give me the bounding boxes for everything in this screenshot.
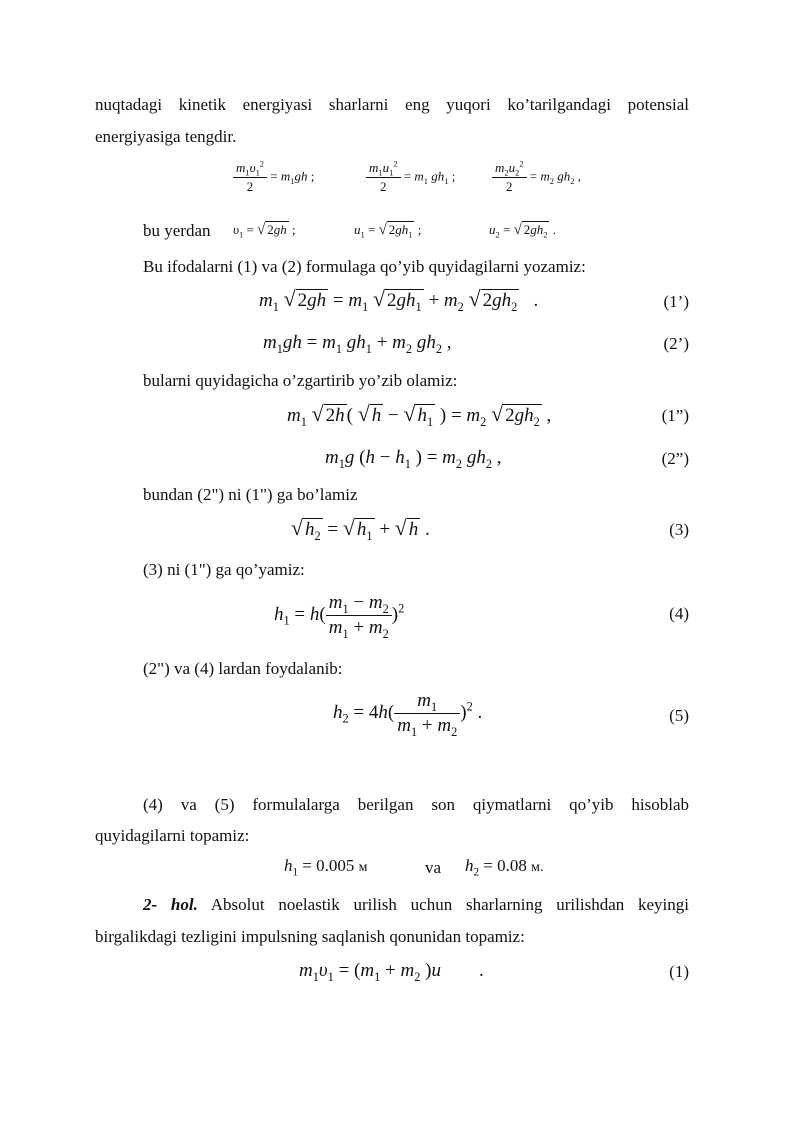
- equation-number: (4): [669, 604, 689, 623]
- paragraph-line: quyidagilarni topamiz:: [95, 826, 250, 845]
- result-h2: $h_2 = 0.08$ м.: [465, 856, 544, 879]
- h2-value: 0.08: [497, 856, 527, 875]
- equation-number: (1’): [663, 292, 689, 311]
- equation-number: (1”): [661, 406, 689, 425]
- equation-velocity: $u_1$ = √ $2gh_1$ ;: [354, 222, 422, 240]
- equation-velocity: $u_2$ = √ $2gh_2$ .: [489, 222, 556, 240]
- paragraph-line: bularni quyidagicha o’zgartirib yo’zib olamiz:: [143, 371, 458, 390]
- paragraph-line: birgalikdagi tezligini impulsning saqlanish qonunidan topamiz:: [95, 927, 525, 946]
- equation-number: (2”): [661, 449, 689, 468]
- equation-energy: $\frac{m_1u_1^2}{2}$ = $m_1$ $gh_1$ ;: [366, 160, 455, 195]
- paragraph-line: Bu ifodalarni (1) va (2) formulaga qo’yib quyidagilarni yozamiz:: [143, 257, 586, 276]
- conjunction-va: va: [425, 858, 442, 877]
- equation-number: (5): [669, 706, 689, 725]
- paragraph-line: [143, 890, 689, 920]
- equation-1-prime: $m_1$ √ $2gh = m_1$ √ $2gh_1 + m_2$ √ $2gh_2$ .: [259, 287, 539, 314]
- section-label: 2- hol.: [143, 895, 198, 914]
- paragraph-line: (2") va (4) lardan foydalanib:: [143, 659, 343, 678]
- equation-3: √ $h_2$ = √ $h_1$ + √ h .: [291, 516, 430, 543]
- equation-energy: $\frac{m_1\upsilon_1^2}{2}$ = $m_1gh$ ;: [233, 160, 314, 195]
- equation-energy: $\frac{m_2u_2^2}{2}$ = $m_2$ $gh_2$ ,: [492, 160, 581, 195]
- equation-number: (3): [669, 520, 689, 539]
- equation-1-double-prime: $m_1$ √ 2h ( √ h − √ $h_1$ ) = $m_2$ √ $2gh_2$ ,: [287, 402, 552, 429]
- equation-momentum: $m_1\upsilon_1 = (m_1 + m_2$ )u .: [299, 960, 484, 984]
- equation-2-double-prime: $m_1g$ ($h - h_1$ ) = $m_2$ $gh_2$ ,: [325, 447, 502, 471]
- equation-velocity: $\upsilon_1$ = √ 2gh ;: [233, 222, 296, 240]
- equation-number: (2’): [663, 334, 689, 353]
- equation-4: $h_1 = h$( $\frac{m_1 - m_2}{m_1 + m_2}$ )$^2$: [274, 592, 405, 641]
- unit: м: [358, 860, 368, 875]
- h1-value: 0.005: [316, 856, 355, 875]
- paragraph-line: nuqtadagi kinetik energiyasi sharlarni eng yuqori ko’tarilgandagi potensial: [95, 95, 689, 114]
- equation-5: $h_2 = 4h$( $\frac{m_1}{m_1 + m_2}$ )$^2$ .: [333, 690, 483, 739]
- paragraph-line: bundan (2") ni (1") ga bo’lamiz: [143, 485, 358, 504]
- paragraph-line: (4) va (5) formulalarga berilgan son qiymatlarni qo’yib hisoblab: [143, 795, 689, 814]
- paragraph-line: energiyasiga tengdir.: [95, 127, 237, 146]
- paragraph-line: bu yerdan: [143, 221, 211, 240]
- paragraph-line: (3) ni (1") ga qo’yamiz:: [143, 560, 305, 579]
- equation-2-prime: $m_1gh = m_1$ $gh_1 + m_2$ $gh_2$ ,: [263, 332, 452, 356]
- paragraph-text: Absolut noelastik urilish uchun sharlarning urilishdan keyingi: [197, 895, 690, 914]
- result-h1: $h_1 = 0.005$ м: [284, 856, 368, 879]
- equation-number: (1): [669, 962, 689, 981]
- unit: м.: [531, 860, 544, 875]
